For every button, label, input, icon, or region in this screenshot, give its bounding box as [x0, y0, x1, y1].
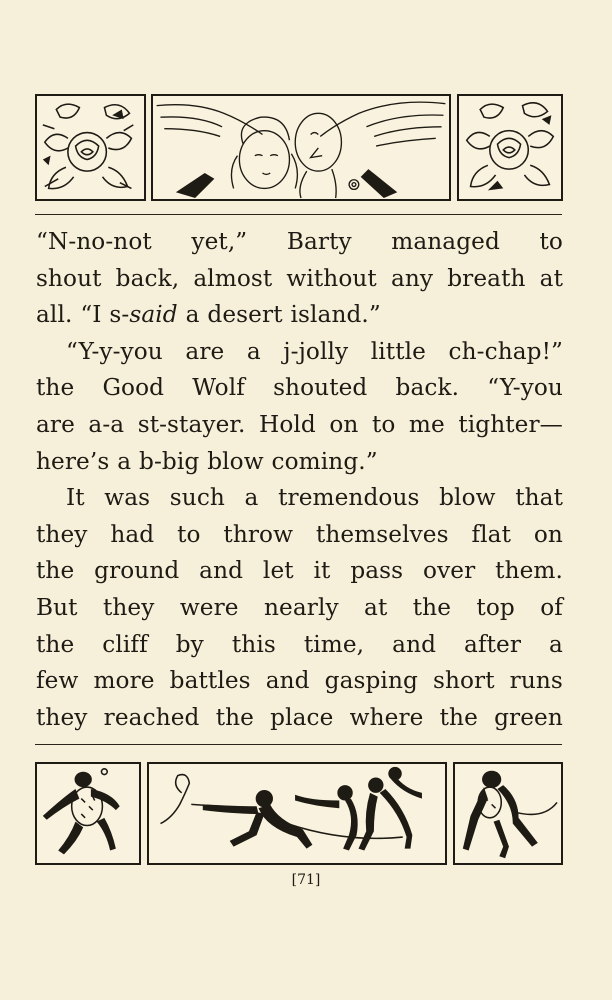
top-left-rose-panel: [35, 94, 146, 201]
word: them.: [495, 557, 563, 585]
word: tighter—: [458, 410, 563, 438]
word: managed: [391, 228, 500, 255]
word: they: [36, 703, 88, 731]
text-line: [36, 590, 563, 627]
word: a: [117, 447, 132, 475]
word: ground: [94, 557, 180, 585]
word: are: [185, 337, 225, 365]
winged-figure-icon: [153, 96, 449, 199]
bottom-center-monkeys-panel: [147, 762, 447, 865]
top-right-rose-panel: [457, 94, 563, 201]
word: breath: [447, 264, 526, 292]
word: the: [36, 557, 75, 585]
word: me: [408, 410, 445, 438]
word: and: [199, 557, 244, 585]
word: desert: [207, 301, 283, 329]
text-line: [36, 334, 563, 371]
word: said: [129, 301, 178, 329]
word: here’s: [36, 447, 110, 475]
word: let: [262, 557, 294, 585]
word: Good: [102, 374, 165, 402]
word: back.: [395, 374, 460, 402]
word: such: [169, 484, 225, 512]
running-monkey-icon: [37, 764, 139, 863]
word: reached: [103, 703, 200, 731]
word: and: [392, 630, 437, 658]
top-center-winged-panel: [151, 94, 451, 201]
word: a: [185, 301, 200, 329]
word: all.: [36, 301, 73, 329]
word: yet,”: [191, 228, 248, 255]
word: It: [66, 484, 85, 512]
word: st-stayer.: [137, 410, 246, 438]
word: the: [36, 630, 75, 658]
word: a-a: [88, 410, 125, 438]
word: place: [270, 703, 334, 731]
word: almost: [193, 264, 273, 292]
text-line: [36, 480, 563, 517]
word: they: [36, 520, 88, 548]
word: by: [175, 630, 204, 658]
word: back,: [115, 264, 180, 292]
word: time,: [303, 630, 365, 658]
word: Barty: [286, 228, 352, 255]
word: s-: [109, 301, 130, 329]
word: ch-chap!”: [448, 337, 563, 365]
word: tremendous: [278, 484, 420, 512]
word: a: [549, 630, 563, 658]
word: on: [329, 410, 359, 438]
body-text: [36, 224, 563, 736]
word: “I: [80, 301, 102, 329]
word: shouted: [273, 374, 368, 402]
word: Wolf: [192, 374, 245, 402]
text-line: [36, 663, 563, 700]
word: of: [540, 593, 563, 621]
word: and: [265, 667, 310, 695]
chasing-monkeys-icon: [149, 764, 445, 863]
word: that: [515, 484, 563, 512]
word: “Y-you: [487, 374, 563, 402]
text-line: [36, 627, 563, 664]
word: this: [231, 630, 276, 658]
word: the: [439, 703, 478, 731]
word: on: [533, 520, 563, 548]
rose-ornament-icon: [37, 96, 144, 199]
word: was: [104, 484, 151, 512]
word: over: [423, 557, 476, 585]
word: at: [364, 593, 388, 621]
word: runs: [509, 667, 563, 695]
word: more: [93, 667, 155, 695]
word: a: [246, 337, 261, 365]
word: little: [370, 337, 426, 365]
word: battles: [169, 667, 251, 695]
word: had: [110, 520, 155, 548]
word: blow: [207, 447, 264, 475]
word: it: [313, 557, 331, 585]
word: “N-no-not: [36, 228, 152, 255]
word: were: [179, 593, 239, 621]
word: are: [36, 410, 75, 438]
word: j-jolly: [283, 337, 349, 365]
word: blow: [439, 484, 496, 512]
rose-ornament-icon: [459, 96, 561, 199]
bottom-left-monkey-panel: [35, 762, 141, 865]
text-line: [36, 700, 563, 737]
word: b-big: [139, 447, 200, 475]
text-line: [36, 370, 563, 407]
word: gasping: [324, 667, 418, 695]
word: the: [215, 703, 254, 731]
word: shout: [36, 264, 102, 292]
word: “Y-y-you: [66, 337, 163, 365]
text-line: [36, 407, 563, 444]
word: without: [286, 264, 377, 292]
word: pass: [350, 557, 404, 585]
walking-monkey-icon: [455, 764, 561, 863]
word: coming.”: [271, 447, 378, 475]
word: throw: [223, 520, 294, 548]
word: the: [412, 593, 452, 621]
word: the: [36, 374, 75, 402]
bottom-right-monkey-panel: [453, 762, 563, 865]
word: they: [102, 593, 155, 621]
word: short: [432, 667, 495, 695]
word: But: [36, 593, 78, 621]
word: flat: [471, 520, 512, 548]
word: few: [36, 667, 79, 695]
text-line: [36, 261, 563, 298]
page-number: [71]: [291, 872, 321, 888]
text-line: [36, 553, 563, 590]
word: after: [464, 630, 522, 658]
word: to: [177, 520, 201, 548]
word: island.”: [290, 301, 381, 329]
word: top: [476, 593, 515, 621]
bottom-rule: [35, 744, 562, 745]
text-line: [36, 224, 563, 261]
top-rule: [35, 214, 562, 215]
word: where: [349, 703, 424, 731]
text-line: [36, 444, 563, 481]
word: a: [244, 484, 259, 512]
word: Hold: [259, 410, 316, 438]
word: green: [494, 703, 563, 731]
word: themselves: [315, 520, 449, 548]
word: to: [371, 410, 396, 438]
word: cliff: [102, 630, 148, 658]
word: nearly: [263, 593, 339, 621]
word: any: [390, 264, 434, 292]
text-line: [36, 297, 563, 334]
text-line: [36, 517, 563, 554]
word: to: [539, 228, 563, 255]
word: at: [539, 264, 563, 292]
